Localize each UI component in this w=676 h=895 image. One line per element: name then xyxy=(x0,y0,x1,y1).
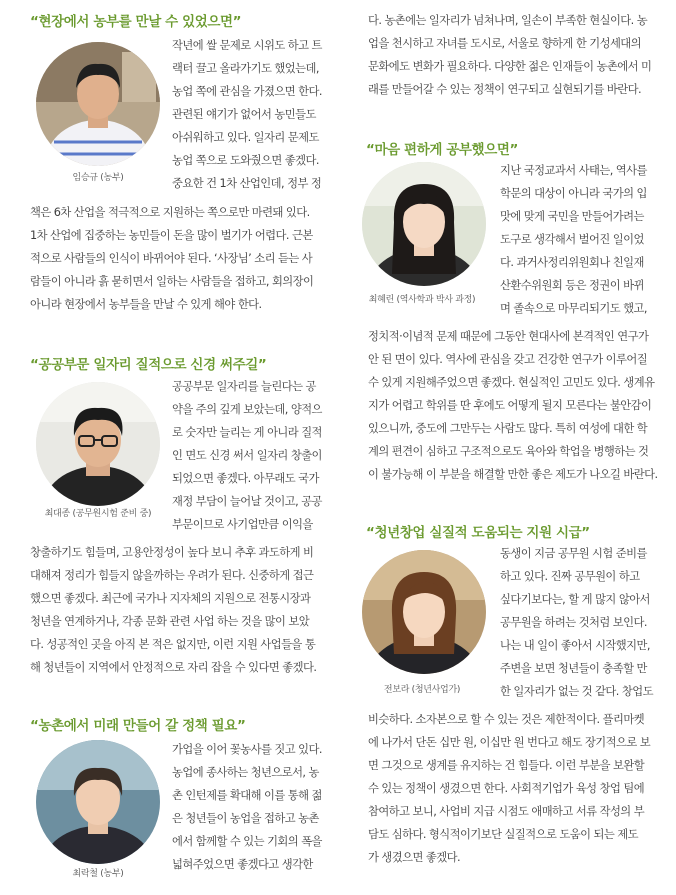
photo-caption: 최대종 (공무원시험 준비 중) xyxy=(44,509,152,519)
text-line: 한 일자리가 없는 것 같다. 창업도 xyxy=(500,685,653,698)
text-line: 나는 내 일이 좋아서 시작했지만, xyxy=(500,639,650,652)
text-line: 작년에 쌀 문제로 시위도 하고 트 xyxy=(172,39,322,52)
text-line: 관련된 얘기가 없어서 농민들도 xyxy=(172,108,316,121)
text-line: 도구로 생각해서 벌어진 일이었 xyxy=(500,233,644,246)
text-line: 약을 주의 깊게 보았는데, 양적으 xyxy=(172,403,322,416)
text-line: 인 면도 신경 써서 일자리 창출이 xyxy=(172,449,322,462)
section-heading-field-farmer: “현장에서 농부를 만날 수 있었으면” xyxy=(30,14,242,30)
text-line: 다. 농촌에는 일자리가 넘쳐나며, 일손이 부족한 현실이다. 농 xyxy=(368,14,648,27)
text-line: 이 불가능해 이 부분을 해결할 만한 좋은 제도가 나오길 바란다. xyxy=(368,468,658,481)
section-heading-startup: “청년창업 실질적 도움되는 지원 시급” xyxy=(366,525,590,541)
text-line: 넓혀주었으면 좋겠다고 생각한 xyxy=(172,858,313,871)
text-line: 지가 어렵고 학위를 딴 후에도 어떻게 될지 모른다는 불안감이 xyxy=(368,399,652,412)
photo-caption: 임승규 (농부) xyxy=(72,173,124,183)
text-line: 아쉬워하고 있다. 일자리 문제도 xyxy=(172,131,319,144)
text-line: 산환수위원회 등은 정권이 바뀌 xyxy=(500,279,644,292)
text-line: 참여하고 보니, 사업비 지급 시점도 애매하고 서류 작성의 부 xyxy=(368,805,645,818)
text-line: 책은 6차 산업을 적극적으로 지원하는 쪽으로만 마련돼 있다. xyxy=(30,206,310,219)
text-line: 학문의 대상이 아니라 국가의 입 xyxy=(500,187,647,200)
text-line: 은 청년들이 농업을 접하고 농촌 xyxy=(172,812,319,825)
section-heading-study: “마음 편하게 공부했으면” xyxy=(366,142,518,158)
photo-caption: 최락철 (농부) xyxy=(72,869,124,879)
text-line: 수 있는 정책이 생겼으면 한다. 사회적기업가 육성 창업 팀에 xyxy=(368,782,645,795)
text-line: 적으로 사람들의 인식이 바뀌어야 된다. ‘사장님’ 소리 듣는 사 xyxy=(30,252,313,265)
text-line: 대해져 정리가 힘들지 않을까하는 우려가 된다. 신중하게 접근 xyxy=(30,569,314,582)
photo-choi-hyerin xyxy=(362,162,486,286)
text-line: 부문이므로 사기업만큼 이익을 xyxy=(172,518,313,531)
text-line: 동생이 지금 공무원 시험 준비를 xyxy=(500,547,647,560)
text-line: 래를 만들어갈 수 있는 정책이 연구되고 실현되기를 바란다. xyxy=(368,83,642,96)
text-line: 업을 천시하고 자녀를 도시로, 서울로 향하게 한 기성세대의 xyxy=(368,37,642,50)
text-line: 랙터 끌고 올라가기도 했었는데, xyxy=(172,62,319,75)
text-line: 가 생겼으면 좋겠다. xyxy=(368,851,461,864)
text-line: 가업을 이어 꽃농사를 짓고 있다. xyxy=(172,743,322,756)
text-line: 다. 과거사정리위원회나 친일재 xyxy=(500,256,644,269)
photo-lim-seunggyu xyxy=(36,42,160,166)
text-line: 람들이 아니라 흙 묻히면서 일하는 사람들을 접하고, 회의장이 xyxy=(30,275,314,288)
text-line: 농업 쪽에 관심을 가졌으면 한다. xyxy=(172,85,322,98)
text-line: 하고 있다. 진짜 공무원이 하고 xyxy=(500,570,640,583)
text-line: 지난 국정교과서 사태는, 역사를 xyxy=(500,164,647,177)
text-line: 촌 인턴제를 확대해 이를 통해 젊 xyxy=(172,789,322,802)
text-line: 면 그것으로 생계를 유지하는 건 힘들다. 이런 부분을 보완할 xyxy=(368,759,645,772)
text-line: 주변을 보면 청년들이 충족할 만 xyxy=(500,662,647,675)
text-line: 정치적·이념적 문제 때문에 그동안 현대사에 본격적인 연구가 xyxy=(368,330,649,343)
text-line: 재정 부담이 늘어날 것이고, 공공 xyxy=(172,495,322,508)
text-line: 로 숫자만 늘리는 게 아니라 질적 xyxy=(172,426,322,439)
photo-caption: 최혜린 (역사학과 박사 과정) xyxy=(368,295,476,305)
text-line: 에서 함께할 수 있는 기회의 폭을 xyxy=(172,835,322,848)
text-line: 계의 편견이 심하고 구조적으로도 육아와 학업을 병행하는 것 xyxy=(368,445,649,458)
photo-choi-daejong xyxy=(36,382,160,506)
text-line: 비슷하다. 소자본으로 할 수 있는 것은 제한적이다. 플리마켓 xyxy=(368,713,645,726)
photo-caption: 전보라 (청년사업가) xyxy=(383,685,461,695)
text-line: 수 있게 지원해주었으면 좋겠다. 현실적인 고민도 있다. 생계유 xyxy=(368,376,655,389)
text-line: 농업 쪽으로 도와줬으면 좋겠다. xyxy=(172,154,319,167)
text-line: 농업에 종사하는 청년으로서, 농 xyxy=(172,766,319,779)
section-heading-rural-policy: “농촌에서 미래 만들어 갈 정책 필요” xyxy=(30,718,246,734)
photo-choi-rakcheol xyxy=(36,740,160,864)
text-line: 아니라 현장에서 농부들을 만날 수 있게 해야 한다. xyxy=(30,298,262,311)
text-line: 공무원을 하려는 것처럼 보인다. xyxy=(500,616,647,629)
text-line: 에 나가서 단돈 십만 원, 이십만 원 번다고 해도 장기적으로 보 xyxy=(368,736,651,749)
text-line: 담도 심하다. 형식적이기보단 실질적으로 도움이 되는 제도 xyxy=(368,828,638,841)
text-line: 되었으면 좋겠다. 아무래도 국가 xyxy=(172,472,319,485)
text-line: 맛에 맞게 국민을 만들어가려는 xyxy=(500,210,644,223)
text-line: 중요한 건 1차 산업인데, 정부 정 xyxy=(172,177,322,190)
section-heading-public-jobs: “공공부문 일자리 질적으로 신경 써주길” xyxy=(30,357,267,373)
text-line: 다. 성공적인 곳을 아직 본 적은 없지만, 이런 지원 사업들을 통 xyxy=(30,638,316,651)
text-line: 1차 산업에 집중하는 농민들이 돈을 많이 벌기가 어렵다. 근본 xyxy=(30,229,313,242)
text-line: 공공부문 일자리를 늘린다는 공 xyxy=(172,380,316,393)
text-line: 창출하기도 힘들며, 고용안정성이 높다 보니 추후 과도하게 비 xyxy=(30,546,314,559)
text-line: 문화에도 변화가 필요하다. 다양한 젊은 인재들이 농촌에서 미 xyxy=(368,60,652,73)
text-line: 싶다기보다는, 할 게 많지 않아서 xyxy=(500,593,650,606)
text-line: 해 청년들이 지역에서 안정적으로 자리 잡을 수 있다면 좋겠다. xyxy=(30,661,317,674)
text-line: 했으면 좋겠다. 최근에 국가나 지자체의 지원으로 전통시장과 xyxy=(30,592,311,605)
text-line: 안 된 면이 있다. 역사에 관심을 갖고 건강한 연구가 이루어질 xyxy=(368,353,648,366)
text-line: 있으니까, 중도에 그만두는 사람도 많다. 특히 여성에 대한 학 xyxy=(368,422,648,435)
text-line: 며 졸속으로 마무리되기도 했고, xyxy=(500,302,647,315)
text-line: 청년을 연계하거나, 각종 문화 관련 사업 하는 것을 많이 보았 xyxy=(30,615,310,628)
photo-jeon-bora xyxy=(362,550,486,674)
